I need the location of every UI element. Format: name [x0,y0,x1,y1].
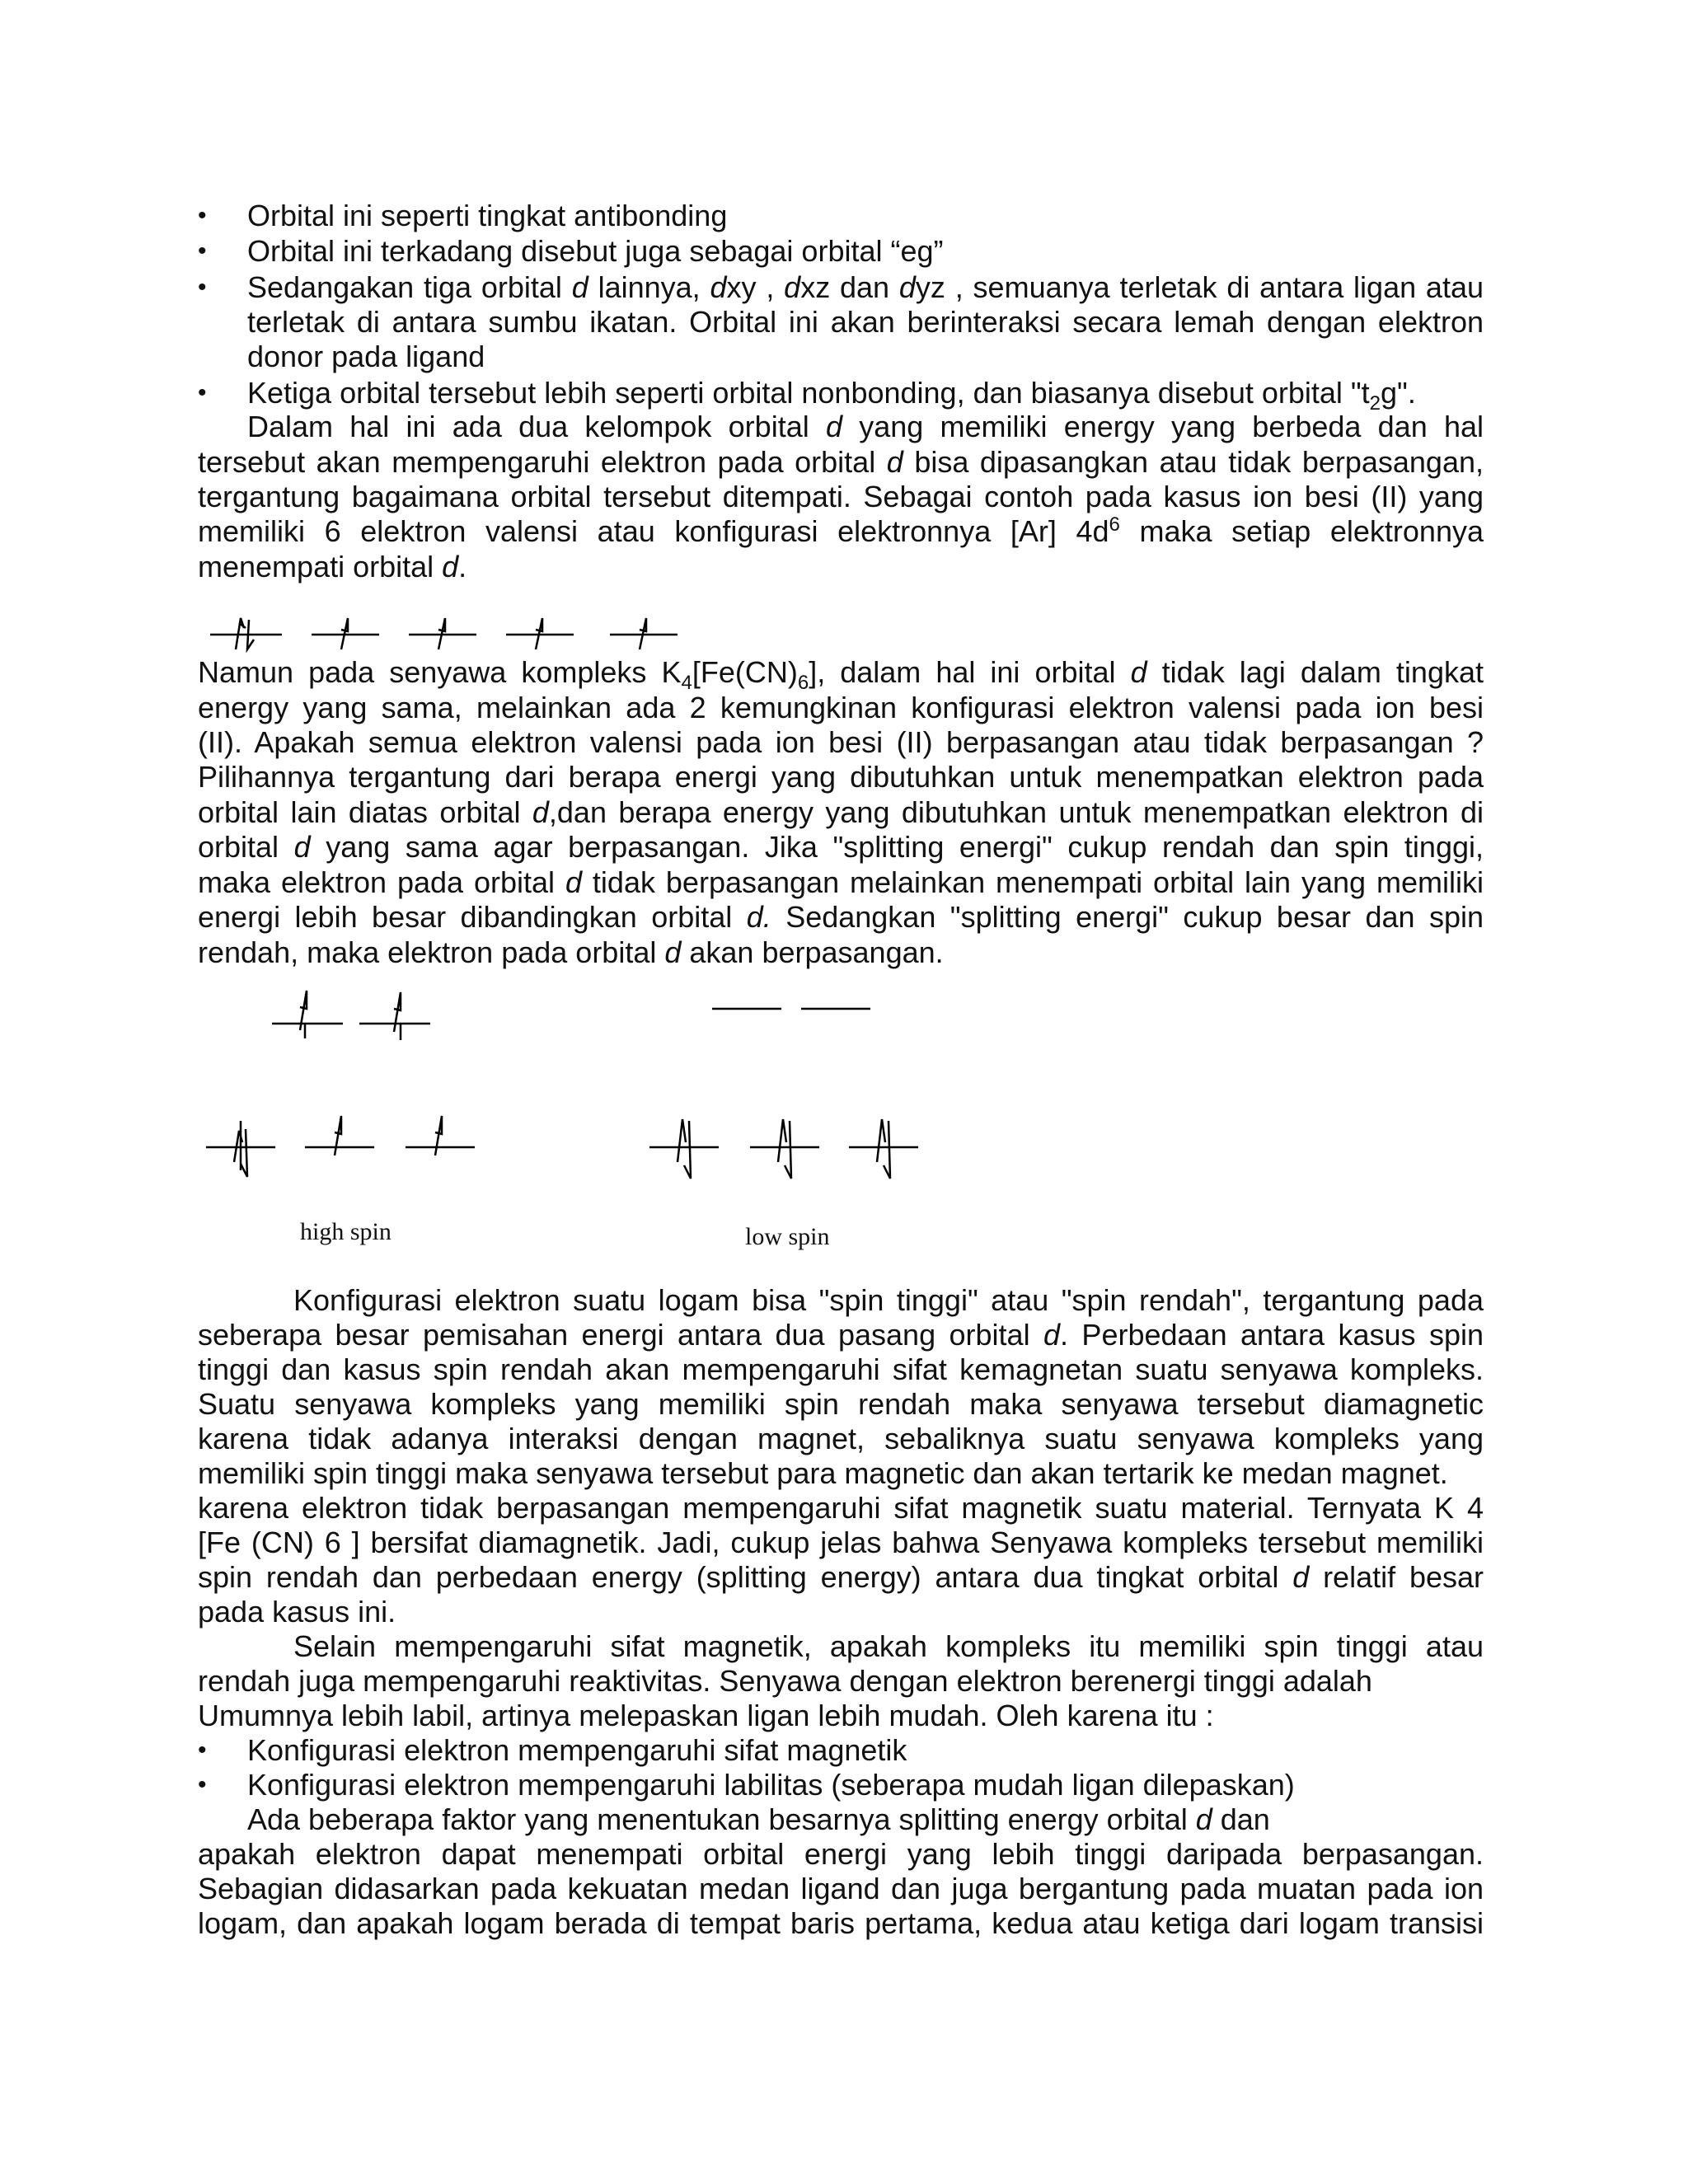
paragraph-line: Dalam hal ini ada dua kelompok orbital d yang memiliki energy yang berbeda dan hal [247,410,1484,443]
paragraph-line: Suatu senyawa kompleks yang memiliki spin rendah maka senyawa tersebut diamagnetic [198,1387,1484,1421]
paragraph-line: orbital lain diatas orbital d,dan berapa energy yang dibutuhkan untuk menempatkan elektron di [198,795,1484,829]
paragraph-line: Umumnya lebih labil, artinya melepaskan ligan lebih mudah. Oleh karena itu : [198,1699,1214,1732]
bullet-marker: • [198,202,207,229]
high-spin-label: high spin [300,1218,392,1245]
bullet-marker: • [198,274,207,301]
bullet-item: Konfigurasi elektron mempengaruhi sifat magnetik [247,1733,907,1767]
bullet-item: Konfigurasi elektron mempengaruhi labilitas (seberapa mudah ligan dilepaskan) [247,1768,1295,1802]
paragraph-line: orbital d yang sama agar berpasangan. Jika "splitting energi" cukup rendah dan spin tinggi, [198,830,1484,864]
bullet-marker: • [198,379,207,406]
paragraph-line: pada kasus ini. [198,1595,396,1629]
orbital-level-single [409,618,476,649]
paragraph-line: Konfigurasi elektron suatu logam bisa "spin tinggi" atau "spin rendah", tergantung pada [293,1283,1484,1317]
orbital-level-paired [210,618,282,649]
paragraph-line: seberapa besar pemisahan energi antara dua pasang orbital d. Perbedaan antara kasus spin [198,1318,1484,1352]
paragraph-line: Sebagian didasarkan pada kekuatan medan ligand dan juga bergantung pada muatan pada ion [198,1872,1484,1905]
paragraph-line: memiliki 6 elektron valensi atau konfigurasi elektronnya [Ar] $4d^6$ maka setiap elektronnya [198,513,1484,548]
paragraph-line: Pilihannya tergantung dari berapa energi yang dibutuhkan untuk menempatkan elektron pada [198,760,1484,794]
paragraph-line: spin rendah dan perbedaan energy (splitting energy) antara dua tingkat orbital d relatif besar [198,1560,1484,1594]
high-spin-eg-level [272,991,343,1038]
paragraph-line: rendah, maka elektron pada orbital d akan berpasangan. [198,935,944,969]
orbital-level-single [610,618,678,649]
high-spin-eg-level [359,992,430,1040]
bullet-marker: • [198,237,207,265]
paragraph-line: karena elektron tidak berpasangan mempengaruhi sifat magnetik suatu material. Ternyata K 4 [198,1491,1484,1525]
paragraph-line: (II). Apakah semua elektron valensi pada ion besi (II) berpasangan atau tidak berpasangan ? [198,725,1484,759]
paragraph-line: [Fe (CN) 6 ] bersifat diamagnetik. Jadi, cukup jelas bahwa Senyawa kompleks tersebut memiliki [198,1526,1484,1559]
free-ion-orbital-diagram [206,610,701,659]
low-spin-t2g-level-paired [649,1119,719,1179]
paragraph-line: apakah elektron dapat menempati orbital energi yang lebih tinggi daripada berpasangan. [198,1837,1484,1871]
high-spin-t2g-level [406,1116,475,1155]
paragraph-line: logam, dan apakah logam berada di tempat baris pertama, kedua atau ketiga dari logam transisi [198,1906,1484,1940]
orbital-level-single [312,618,379,649]
low-spin-t2g-level-paired [750,1119,819,1179]
bullet-item: Sedangakan tiga orbital d lainnya, dxy , dxz dan dyz , semuanya terletak di antara ligan atau [247,270,1484,304]
paragraph-line: Selain mempengaruhi sifat magnetik, apakah kompleks itu memiliki spin tinggi atau [293,1629,1484,1663]
paragraph-line: tersebut akan mempengaruhi elektron pada orbital d bisa dipasangkan atau tidak berpasangan, [198,445,1484,479]
high-spin-t2g-level [305,1116,374,1155]
low-spin-label: low spin [745,1223,830,1250]
bullet-item-continuation: terletak di antara sumbu ikatan. Orbital ini akan berinteraksi secara lemah dengan elektron [247,305,1484,339]
high-spin-t2g-level-paired [206,1121,275,1177]
bullet-item: Ketiga orbital tersebut lebih seperti orbital nonbonding, dan biasanya disebut orbital "$t_2g$". [247,376,1416,415]
paragraph-line: maka elektron pada orbital d tidak berpasangan melainkan menempati orbital lain yang memiliki [198,865,1484,899]
paragraph-line: energi lebih besar dibandingkan orbital d. Sedangkan "splitting energi" cukup besar dan spin [198,900,1484,934]
bullet-item: Orbital ini seperti tingkat antibonding [247,199,728,232]
paragraph-line: karena tidak adanya interaksi dengan magnet, sebaliknya suatu senyawa kompleks yang [198,1422,1484,1455]
paragraph-line: energy yang sama, melainkan ada 2 kemungkinan konfigurasi elektron valensi pada ion besi [198,691,1484,724]
orbital-level-single [506,618,574,649]
bullet-marker: • [198,1771,207,1798]
spin-state-diagram [198,981,940,1212]
low-spin-t2g-level-paired [849,1119,918,1179]
paragraph-line: menempati orbital d. [198,550,467,583]
bullet-marker: • [198,1736,207,1764]
paragraph-line: memiliki spin tinggi maka senyawa tersebut para magnetic dan akan tertarik ke medan magnet. [198,1456,1448,1490]
paragraph-line: Ada beberapa faktor yang menentukan besarnya splitting energy orbital d dan [247,1802,1270,1836]
paragraph-line: rendah juga mempengaruhi reaktivitas. Senyawa dengan elektron berenergi tinggi adalah [198,1664,1372,1698]
paragraph-line: Namun pada senyawa kompleks $K_4[Fe(CN)_6]$, dalam hal ini orbital d tidak lagi dalam tingkat [198,655,1484,695]
bullet-item: Orbital ini terkadang disebut juga sebagai orbital “eg” [247,234,944,268]
paragraph-line: tergantung bagaimana orbital tersebut ditempati. Sebagai contoh pada kasus ion besi (II) yang [198,480,1484,513]
bullet-item-continuation: donor pada ligand [247,340,485,373]
paragraph-line: tinggi dan kasus spin rendah akan mempengaruhi sifat kemagnetan suatu senyawa kompleks. [198,1352,1484,1386]
